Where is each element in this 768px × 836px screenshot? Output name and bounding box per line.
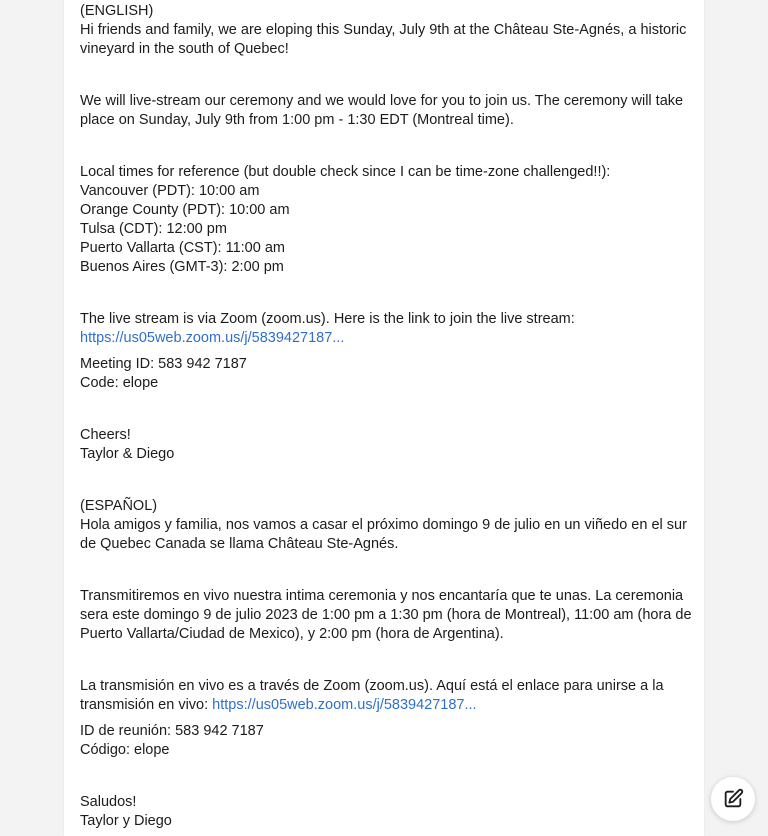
spanish-intro: Hola amigos y familia, nos vamos a casar el próximo domingo 9 de julio en un viñedo en el sur de Quebec Canada se llama Château Ste-Agnés.	[80, 517, 687, 552]
spanish-zoom-link[interactable]: https://us05web.zoom.us/j/5839427187...	[212, 697, 477, 713]
english-zoom-link[interactable]: https://us05web.zoom.us/j/5839427187...	[80, 330, 345, 346]
spanish-names: Taylor y Diego	[80, 813, 172, 829]
english-names: Taylor & Diego	[80, 446, 175, 462]
local-times-intro: Local times for reference (but double check since I can be time-zone challenged!!):	[80, 164, 611, 180]
message-body	[80, 2, 692, 831]
english-zoom-intro: The live stream is via Zoom (zoom.us). Here is the link to join the live stream:	[80, 311, 575, 327]
spanish-zoom-intro: La transmisión en vivo es a través de Zoom (zoom.us). Aquí está el enlace para unirse a la transmisión en vivo:	[80, 678, 664, 713]
local-time-puerto-vallarta: Puerto Vallarta (CST): 11:00 am	[80, 240, 285, 256]
spanish-signoff: Saludos!	[80, 794, 137, 810]
edit-icon	[722, 788, 744, 810]
spanish-code: Código: elope	[80, 742, 170, 758]
spanish-meeting-id: ID de reunión: 583 942 7187	[80, 723, 264, 739]
spanish-heading: (ESPAÑOL)	[80, 498, 158, 514]
compose-button[interactable]	[711, 777, 755, 821]
spanish-zoom-paragraph	[80, 677, 692, 715]
english-stream-info: We will live-stream our ceremony and we would love for you to join us. The ceremony will take place on Sunday, July 9th from 1:00 pm - 1:30 EDT (Montreal time).	[80, 93, 684, 128]
english-signoff: Cheers!	[80, 427, 131, 443]
local-time-orange-county: Orange County (PDT): 10:00 am	[80, 202, 290, 218]
english-heading: (ENGLISH)	[80, 3, 154, 19]
local-time-vancouver: Vancouver (PDT): 10:00 am	[80, 183, 260, 199]
spanish-stream-info: Transmitiremos en vivo nuestra intima ceremonia y nos encantaría que te unas. La ceremonia sera este domingo 9 de julio 2023 de 1:00 pm a 1:30 pm (hora de Montreal), 11:00 am (hora de Puerto Vallarta/Ciudad de Mexico), y 2:00 pm (hora de Argentina).	[80, 588, 692, 642]
english-code: Code: elope	[80, 375, 159, 391]
local-time-tulsa: Tulsa (CDT): 12:00 pm	[80, 221, 227, 237]
english-intro: Hi friends and family, we are eloping this Sunday, July 9th at the Château Ste-Agnés, a historic vineyard in the south of Quebec!	[80, 22, 687, 57]
local-time-buenos-aires: Buenos Aires (GMT-3): 2:00 pm	[80, 259, 284, 275]
message-card	[64, 0, 704, 836]
english-meeting-id: Meeting ID: 583 942 7187	[80, 356, 247, 372]
